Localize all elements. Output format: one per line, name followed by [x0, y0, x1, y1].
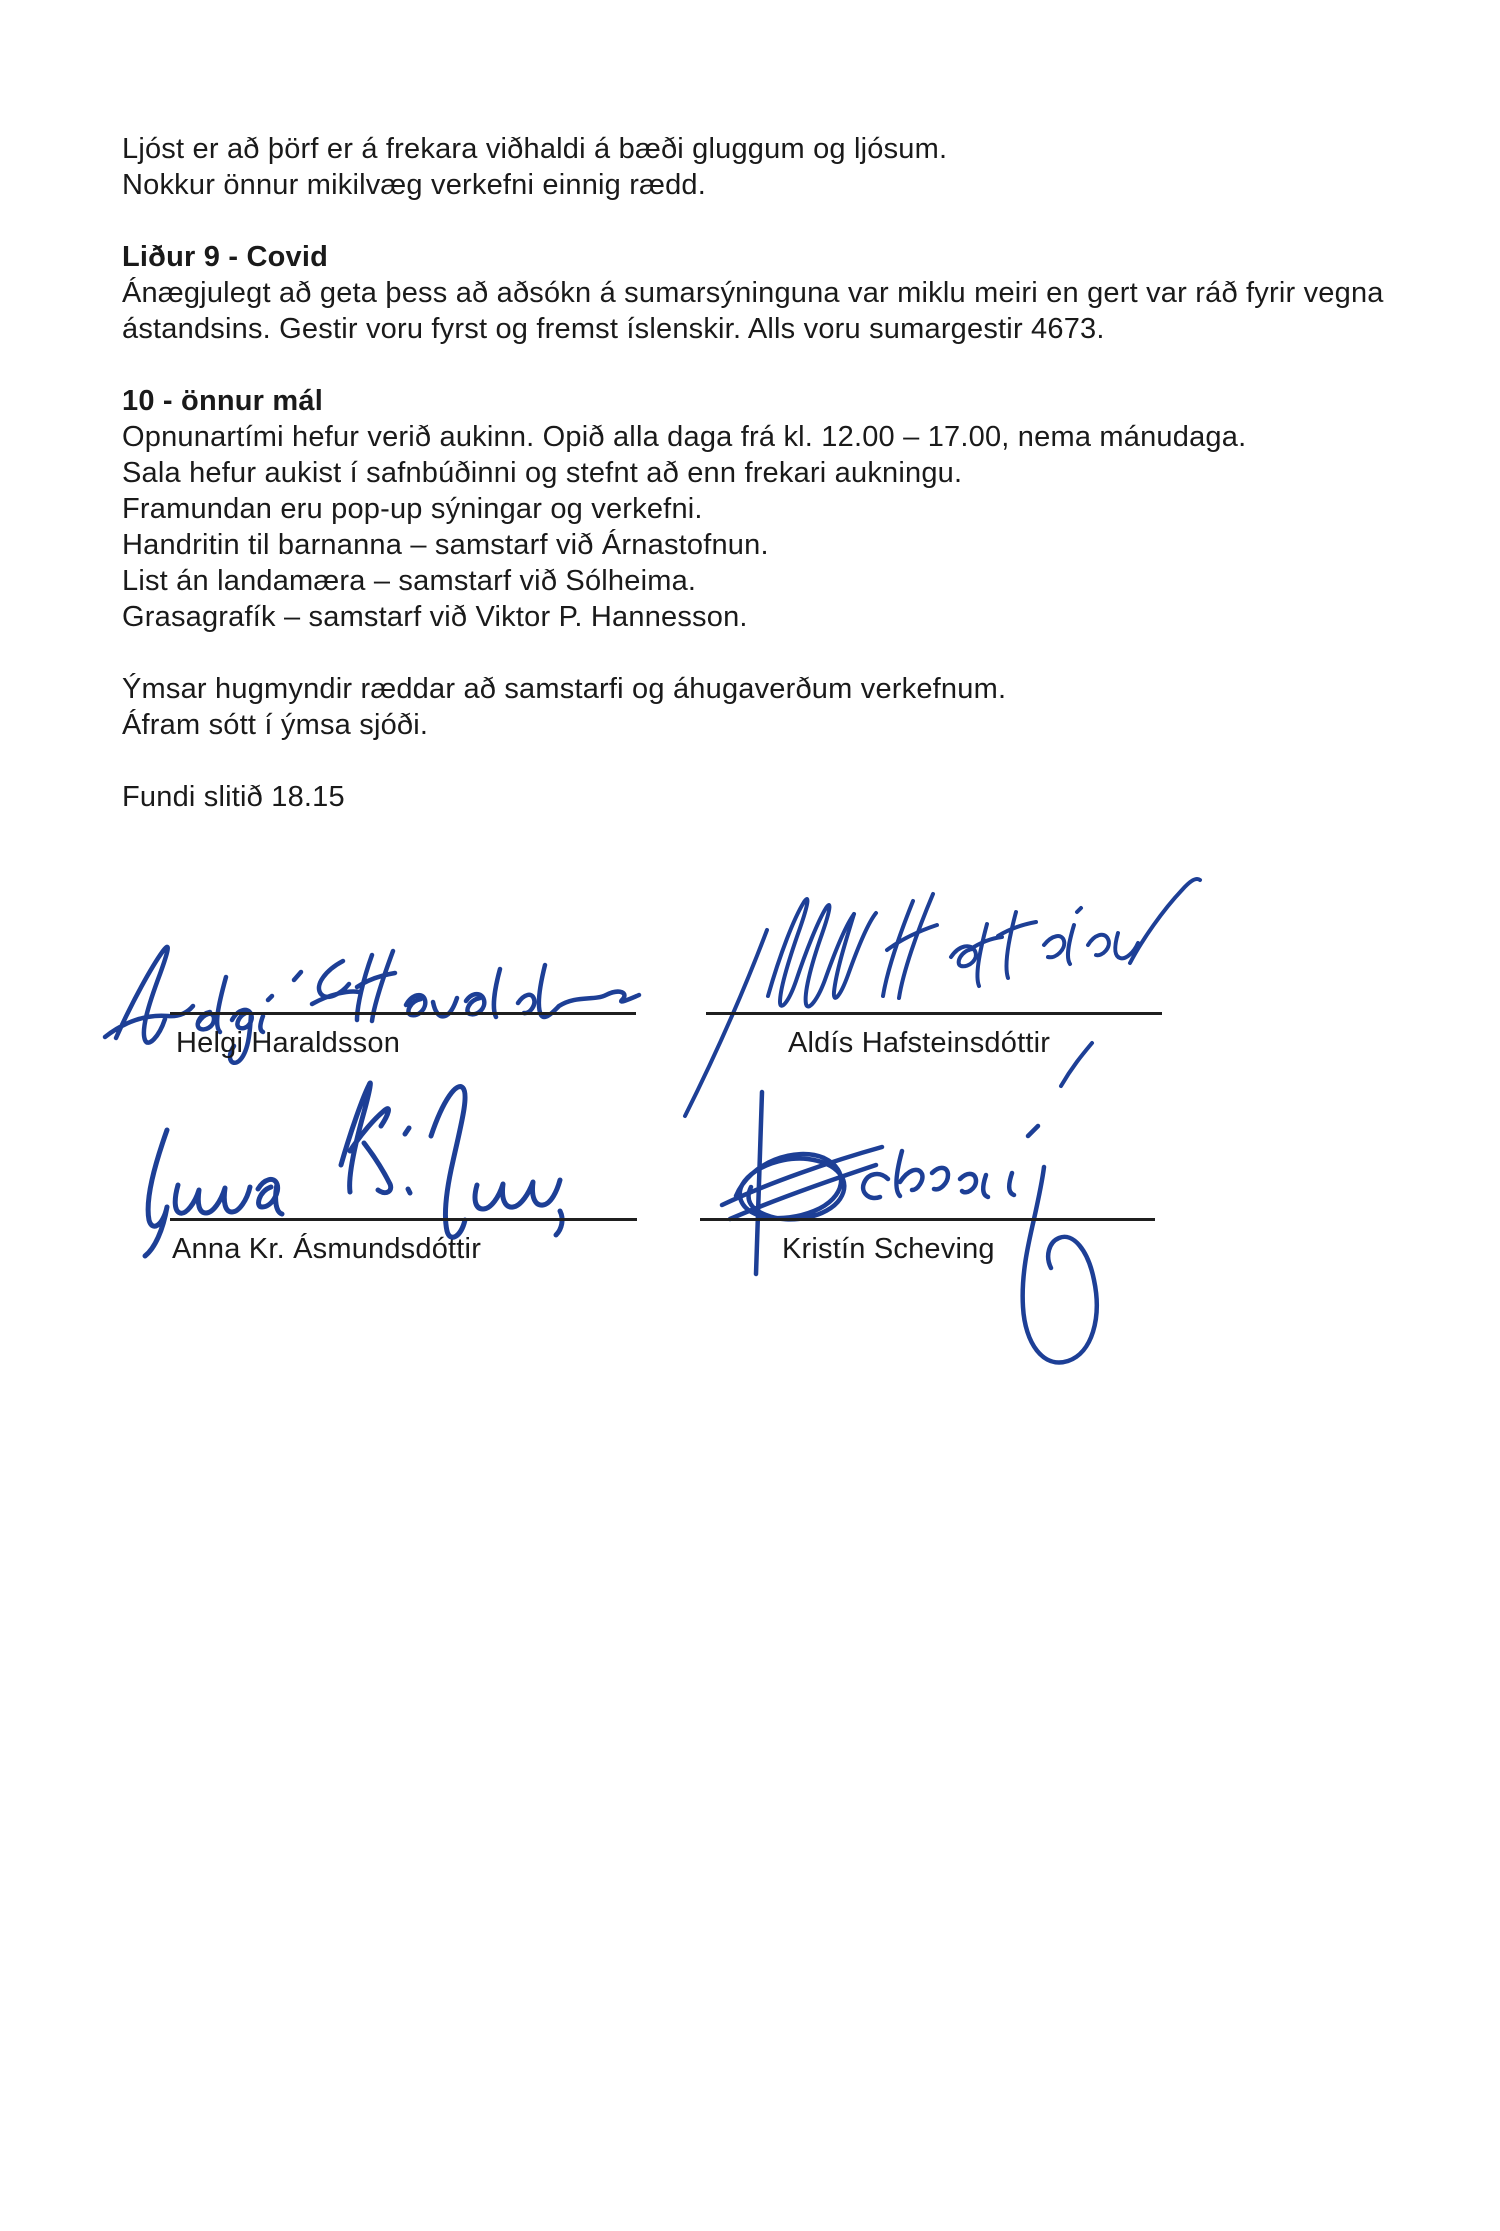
- text-line: ástandsins. Gestir voru fyrst og fremst íslenskir. Alls voru sumargestir 4673.: [122, 313, 1105, 345]
- signatory-name: Helgi Haraldsson: [176, 1027, 401, 1059]
- text-line: Opnunartími hefur verið aukinn. Opið alla daga frá kl. 12.00 – 17.00, nema mánudaga.: [122, 421, 1247, 453]
- meeting-adjourned-line: Fundi slitið 18.15: [122, 781, 345, 813]
- signatory-name: Anna Kr. Ásmundsdóttir: [172, 1233, 482, 1265]
- text-line: Ljóst er að þörf er á frekara viðhaldi á bæði gluggum og ljósum.: [122, 133, 948, 165]
- signatory-name: Kristín Scheving: [782, 1233, 995, 1265]
- signature-line: [700, 1218, 1155, 1221]
- text-line: Nokkur önnur mikilvæg verkefni einnig rædd.: [122, 169, 707, 201]
- minutes-text: [122, 131, 1432, 815]
- text-line: Sala hefur aukist í safnbúðinni og stefnt að enn frekari aukningu.: [122, 457, 963, 489]
- signature-line: [170, 1012, 636, 1015]
- text-line: Handritin til barnanna – samstarf við Árnastofnun.: [122, 529, 769, 561]
- section-heading-lidur-9: Liður 9 - Covid: [122, 241, 328, 273]
- signatory-name: Aldís Hafsteinsdóttir: [788, 1027, 1051, 1059]
- text-line: Áfram sótt í ýmsa sjóði.: [122, 709, 429, 741]
- text-line: Ýmsar hugmyndir ræddar að samstarfi og áhugaverðum verkefnum.: [122, 673, 1007, 705]
- section-heading-10-onnur-mal: 10 - önnur mál: [122, 385, 323, 417]
- text-line: List án landamæra – samstarf við Sólheima.: [122, 565, 697, 597]
- signature-line: [706, 1012, 1162, 1015]
- text-line: Grasagrafík – samstarf við Viktor P. Hannesson.: [122, 601, 748, 633]
- signature-line: [170, 1218, 637, 1221]
- text-line: Ánægjulegt að geta þess að aðsókn á sumarsýninguna var miklu meiri en gert var ráð fyrir vegna: [122, 277, 1384, 309]
- text-line: Framundan eru pop-up sýningar og verkefni.: [122, 493, 703, 525]
